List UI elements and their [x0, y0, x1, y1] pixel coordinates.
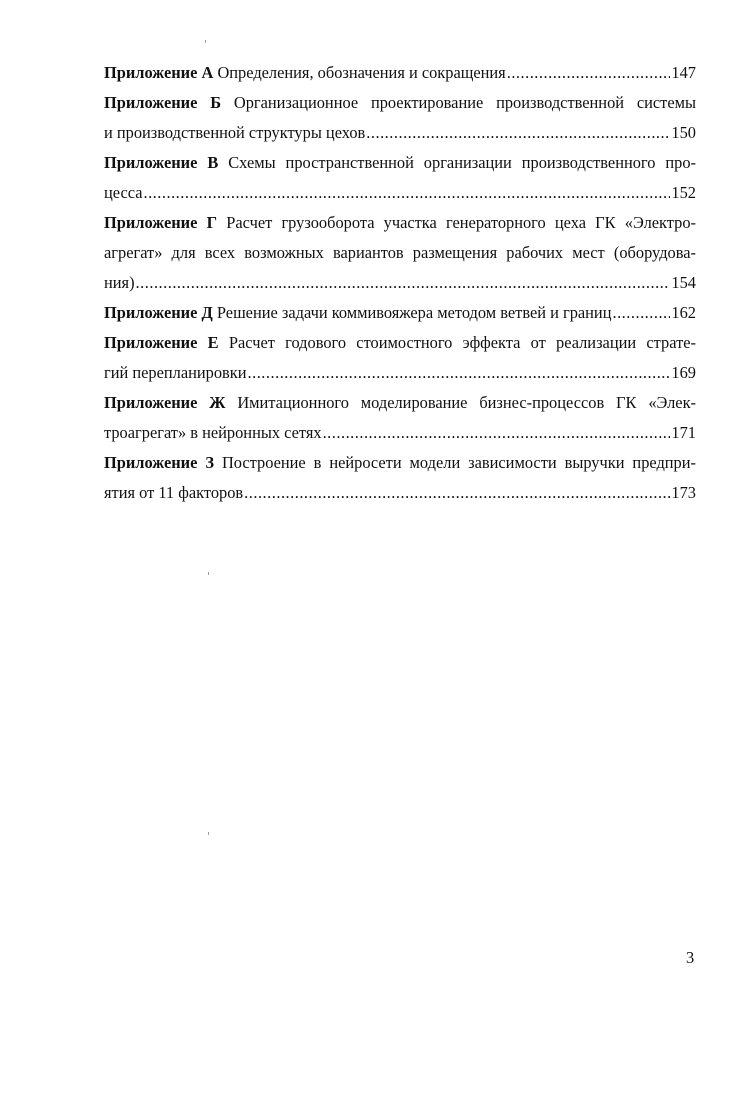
table-of-contents	[104, 58, 696, 508]
toc-entry-title-cont: троагрегат» в нейронных сетях	[104, 423, 322, 442]
toc-entry-d	[104, 298, 696, 328]
toc-entry-z-line1	[104, 448, 696, 478]
toc-entry-g-line1	[104, 208, 696, 238]
page-number: 3	[686, 948, 695, 967]
toc-entry-title: Определения, обозначения и сокращения	[217, 63, 506, 82]
toc-entry-title: Расчет годового стоимостного эффекта от реализации страте-	[228, 333, 696, 352]
toc-entry-label: Приложение А	[104, 63, 214, 82]
dot-leader	[244, 478, 670, 508]
toc-entry-title: Организационное проектирование производственной системы	[233, 93, 696, 112]
toc-entry-title: Расчет грузооборота участка генераторного цеха ГК «Электро-	[226, 213, 696, 232]
scan-speck	[208, 832, 209, 835]
toc-entry-title: Построение в нейросети модели зависимости выручки предпри-	[221, 453, 696, 472]
toc-entry-page: 171	[671, 423, 696, 442]
toc-entry-zh-line2	[104, 418, 696, 448]
toc-entry-title-cont: и производственной структуры цехов	[104, 123, 366, 142]
toc-entry-page: 150	[671, 123, 696, 142]
toc-entry-g-line2	[104, 238, 696, 268]
dot-leader	[143, 178, 670, 208]
toc-entry-b-line1	[104, 88, 696, 118]
toc-entry-page: 169	[671, 363, 696, 382]
scan-speck	[205, 40, 206, 43]
toc-entry-page: 162	[671, 303, 696, 322]
toc-entry-title-cont: агрегат» для всех возможных вариантов размещения рабочих мест (оборудова-	[104, 243, 696, 262]
dot-leader	[612, 298, 670, 328]
toc-entry-label: Приложение Ж	[104, 393, 226, 412]
toc-entry-page: 154	[671, 273, 696, 292]
dot-leader	[366, 118, 670, 148]
toc-entry-v-line2	[104, 178, 696, 208]
toc-entry-title: Схемы пространственной организации производственного про-	[228, 153, 697, 172]
toc-entry-label: Приложение Б	[104, 93, 222, 112]
toc-entry-v-line1	[104, 148, 696, 178]
toc-entry-label: Приложение Г	[104, 213, 218, 232]
toc-entry-title-cont: ятия от 11 факторов	[104, 483, 244, 502]
toc-entry-title-cont: цесса	[104, 183, 143, 202]
dot-leader	[248, 358, 671, 388]
toc-entry-zh-line1	[104, 388, 696, 418]
toc-entry-page: 152	[671, 183, 696, 202]
toc-entry-label: Приложение Е	[104, 333, 219, 352]
toc-entry-title-cont: гий перепланировки	[104, 363, 247, 382]
toc-entry-a	[104, 58, 696, 88]
toc-entry-title: Имитационного моделирование бизнес-процессов ГК «Элек-	[237, 393, 696, 412]
toc-entry-label: Приложение Д	[104, 303, 213, 322]
toc-entry-label: Приложение В	[104, 153, 219, 172]
toc-entry-page: 173	[671, 483, 696, 502]
toc-entry-e-line2	[104, 358, 696, 388]
toc-entry-label: Приложение З	[104, 453, 214, 472]
toc-entry-title: Решение задачи коммивояжера методом ветвей и границ	[216, 303, 612, 322]
dot-leader	[507, 58, 671, 88]
toc-entry-z-line2	[104, 478, 696, 508]
toc-entry-title-cont: ния)	[104, 273, 135, 292]
dot-leader	[136, 268, 671, 298]
toc-entry-g-line3	[104, 268, 696, 298]
scan-speck	[208, 572, 209, 575]
toc-entry-b-line2	[104, 118, 696, 148]
toc-entry-e-line1	[104, 328, 696, 358]
toc-entry-page: 147	[671, 63, 696, 82]
dot-leader	[323, 418, 671, 448]
